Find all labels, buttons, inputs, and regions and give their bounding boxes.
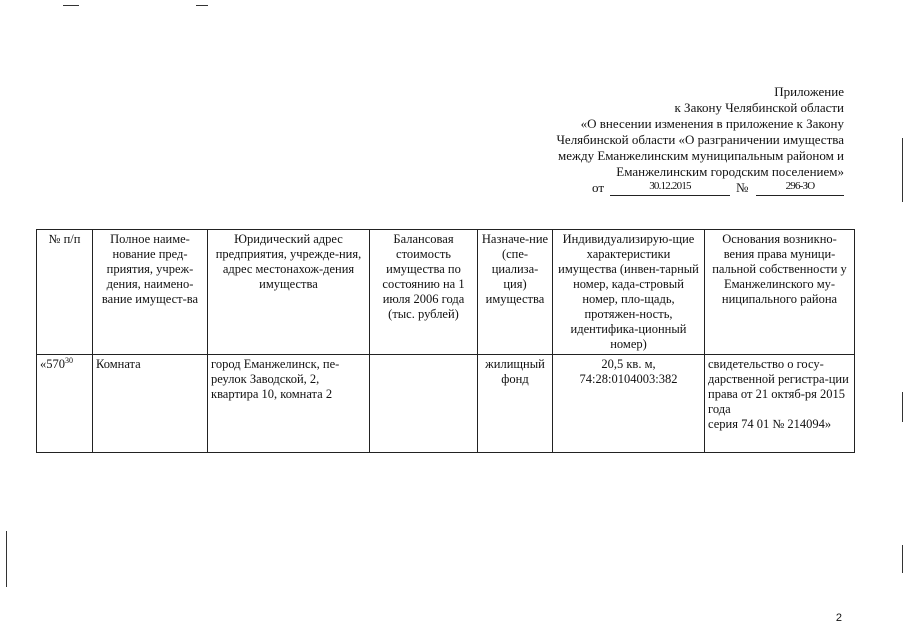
row-basis-series: серия 74 01 № 214094» (708, 417, 832, 431)
header-line: между Еманжелинским муниципальным районом и (558, 148, 844, 163)
scan-mark-top-center (196, 5, 208, 6)
scan-mark-right-edge-2 (902, 392, 903, 422)
header-line: Приложение (774, 84, 844, 99)
row-basis-certificate: свидетельство о госу-дарственной регистра-ции права от 21 октяб-ря 2015 года (708, 357, 849, 416)
column-header: Юридический адрес предприятия, учрежде-ния, адрес местонахож-дения имущества (208, 230, 370, 355)
header-line: «О внесении изменения в приложение к Закону (580, 116, 844, 131)
row-name: Комната (93, 355, 208, 453)
table-header-row (37, 230, 855, 355)
header-line: Челябинской области «О разграничении имущества (556, 132, 844, 147)
row-number-footnote: 30 (65, 355, 73, 365)
header-line: Еманжелинским городским поселением» (616, 164, 844, 179)
row-purpose: жилищный фонд (478, 355, 553, 453)
row-basis (705, 355, 855, 453)
row-area: 20,5 кв. м, (601, 357, 656, 371)
law-number: 296-ЗО (756, 180, 844, 196)
column-header: Основания возникно-вения права муници-пальной собственности у Еманжелинского му-ниципального района (705, 230, 855, 355)
column-header: Полное наиме-нование пред-приятия, учреж-дения, наимено-вание имущест-ва (93, 230, 208, 355)
property-table (36, 229, 855, 453)
appendix-header (504, 84, 844, 180)
row-characteristics (553, 355, 705, 453)
row-number-text: «570 (40, 357, 65, 371)
law-date-number (592, 180, 852, 198)
row-balance (370, 355, 478, 453)
column-header: Назначе-ние (спе-циализа-ция) имущества (478, 230, 553, 355)
scan-mark-right-edge (902, 138, 903, 202)
row-address: город Еманжелинск, пе-реулок Заводской, 2, квартира 10, комната 2 (208, 355, 370, 453)
date-prefix: от (592, 180, 605, 195)
scan-mark-left-edge (6, 531, 7, 587)
page-number: 2 (835, 612, 842, 624)
scan-mark-top-left (63, 5, 79, 6)
column-header: Индивидуализирую-щие характеристики имущества (инвен-тарный номер, када-стровый номер, пло-щадь, протяжен-ность, идентифика-ционный номер) (553, 230, 705, 355)
number-prefix: № (736, 180, 749, 195)
column-header: № п/п (37, 230, 93, 355)
table-row (37, 355, 855, 453)
column-header: Балансовая стоимость имущества по состоянию на 1 июля 2006 года (тыс. рублей) (370, 230, 478, 355)
row-number (37, 355, 93, 453)
header-line: к Закону Челябинской области (674, 100, 844, 115)
row-cadastral-number: 74:28:0104003:382 (579, 372, 678, 386)
scan-mark-right-edge-3 (902, 545, 903, 573)
law-date: 30.12.2015 (610, 180, 730, 196)
